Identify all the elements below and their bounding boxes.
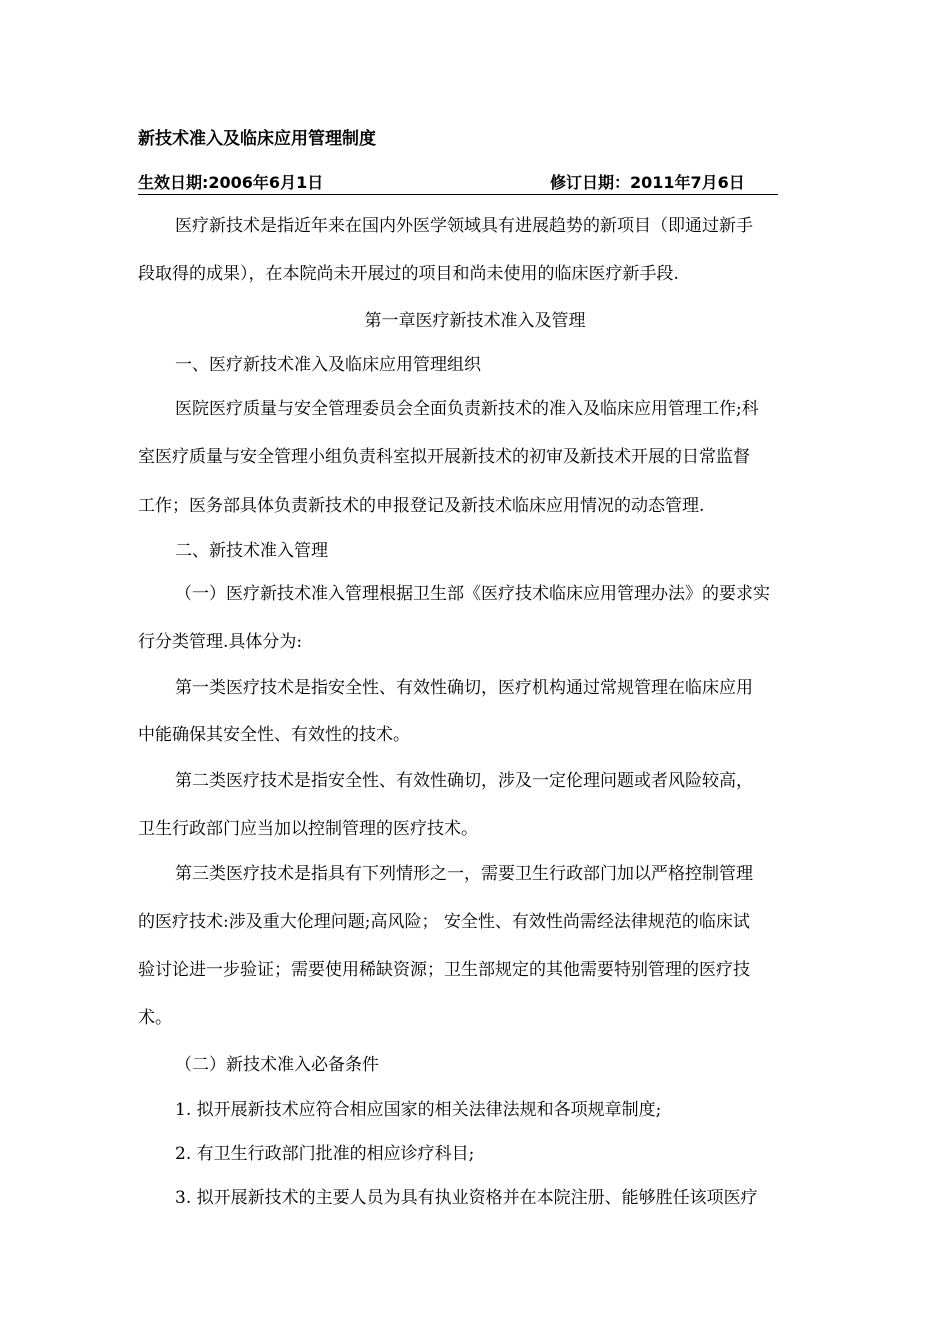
condition-item-3: 3. 拟开展新技术的主要人员为具有执业资格并在本院注册、能够胜任该项医疗 (175, 1188, 758, 1208)
class2-line-2: 卫生行政部门应当加以控制管理的医疗技术。 (138, 819, 478, 839)
condition-item-2: 2. 有卫生行政部门批准的相应诊疗科目; (175, 1144, 475, 1164)
section1-line-3: 工作；医务部具体负责新技术的申报登记及新技术临床应用情况的动态管理. (138, 496, 705, 516)
condition-item-1: 1. 拟开展新技术应符合相应国家的相关法律法规和各项规章制度; (175, 1100, 662, 1120)
date-underline (138, 194, 778, 195)
section2-title: 二、新技术准入管理 (175, 541, 328, 561)
class1-line-2: 中能确保其安全性、有效性的技术。 (138, 725, 410, 745)
revision-date: 修订日期：2011年7月6日 (550, 173, 745, 192)
part2-title: （二）新技术准入必备条件 (175, 1055, 379, 1075)
class3-line-2: 的医疗技术:涉及重大伦理问题;高风险； 安全性、有效性尚需经法律规范的临床试 (138, 912, 750, 932)
class3-line-1: 第三类医疗技术是指具有下列情形之一，需要卫生行政部门加以严格控制管理 (175, 864, 753, 884)
class3-line-4: 术。 (138, 1008, 172, 1028)
section1-line-1: 医院医疗质量与安全管理委员会全面负责新技术的准入及临床应用管理工作;科 (175, 399, 759, 419)
section2-part1-line-2: 行分类管理.具体分为: (138, 632, 303, 652)
intro-line-2: 段取得的成果），在本院尚未开展过的项目和尚未使用的临床医疗新手段. (138, 264, 679, 284)
class3-line-3: 验讨论进一步验证；需要使用稀缺资源；卫生部规定的其他需要特别管理的医疗技 (138, 960, 750, 980)
section1-title: 一、医疗新技术准入及临床应用管理组织 (175, 355, 481, 375)
section1-line-2: 室医疗质量与安全管理小组负责科室拟开展新技术的初审及新技术开展的日常监督 (138, 447, 750, 467)
class2-line-1: 第二类医疗技术是指安全性、有效性确切，涉及一定伦理问题或者风险较高， (175, 771, 753, 791)
section2-part1-line-1: （一）医疗新技术准入管理根据卫生部《医疗技术临床应用管理办法》的要求实 (175, 584, 770, 604)
effective-date: 生效日期:2006年6月1日 (138, 173, 324, 192)
class1-line-1: 第一类医疗技术是指安全性、有效性确切，医疗机构通过常规管理在临床应用 (175, 678, 753, 698)
date-line (138, 172, 778, 196)
document-title: 新技术准入及临床应用管理制度 (138, 129, 376, 149)
intro-line-1: 医疗新技术是指近年来在国内外医学领域具有进展趋势的新项目（即通过新手 (175, 216, 753, 236)
chapter-title: 第一章医疗新技术准入及管理 (364, 311, 586, 331)
